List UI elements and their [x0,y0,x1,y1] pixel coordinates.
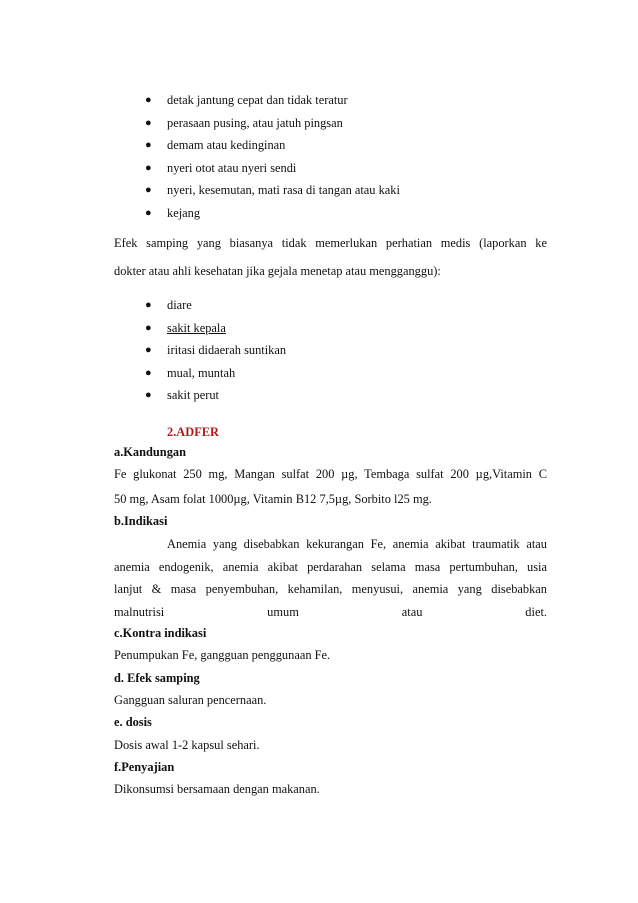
bullet-icon: ● [145,139,152,151]
list-item-text: nyeri, kesemutan, mati rasa di tangan atau kaki [167,183,400,197]
list-item-text: nyeri otot atau nyeri sendi [167,160,297,175]
dosis-heading: e. dosis [114,715,152,729]
list-item-text: perasaan pusing, atau jatuh pingsan [167,115,343,130]
indikasi-line-2: anemia endogenik, anemia akibat perdarahan selama masa pertumbuhan, usia [114,560,547,574]
bullet-icon: ● [145,206,152,219]
kandungan-heading: a.Kandungan [114,445,186,459]
kandungan-line-1: Fe glukonat 250 mg, Mangan sulfat 200 µg, Tembaga sulfat 200 µg,Vitamin C [114,467,547,481]
list-item-text: sakit perut [167,388,219,402]
list-item-text: kejang [167,205,201,220]
list-item-text: demam atau kedinginan [167,138,286,152]
indikasi-line-4: malnutrisi umum atau diet. [114,605,547,619]
bullet-icon: ● [145,344,152,356]
kandungan-line-2: 50 mg, Asam folat 1000µg, Vitamin B12 7,5µg, Sorbito l25 mg. [114,492,432,506]
bullet-icon: ● [145,389,152,401]
indikasi-line-1: Anemia yang disebabkan kekurangan Fe, anemia akibat traumatik atau [167,537,547,551]
list-item-text: iritasi didaerah suntikan [167,343,287,357]
bullet-icon: ● [145,321,152,334]
efek-samping-text: Gangguan saluran pencernaan. [114,693,267,707]
bullet-icon: ● [145,94,152,106]
kontra-text: Penumpukan Fe, gangguan penggunaan Fe. [114,648,331,662]
bullet-icon: ● [145,184,152,196]
efek-samping-heading: d. Efek samping [114,671,200,685]
bullet-icon: ● [145,116,152,129]
bullet-icon: ● [145,366,152,379]
efek-paragraph-line-1: Efek samping yang biasanya tidak memerlukan perhatian medis (laporkan ke [114,236,547,250]
indikasi-line-3: lanjut & masa penyembuhan, kehamilan, menyusui, anemia yang disebabkan [114,582,547,596]
bullet-icon: ● [145,299,152,311]
dosis-text: Dosis awal 1-2 kapsul sehari. [114,738,260,752]
list-item-text: mual, muntah [167,365,236,380]
indikasi-heading: b.Indikasi [114,514,168,528]
efek-paragraph-line-2: dokter atau ahli kesehatan jika gejala menetap atau mengganggu): [114,264,441,278]
bullet-icon: ● [145,161,152,174]
list-item-text: sakit kepala [167,320,226,335]
section-title: 2.ADFER [167,425,219,439]
penyajian-heading: f.Penyajian [114,760,175,774]
list-item-text: diare [167,298,192,312]
penyajian-text: Dikonsumsi bersamaan dengan makanan. [114,782,320,796]
kontra-heading: c.Kontra indikasi [114,626,207,640]
list-item-text: detak jantung cepat dan tidak teratur [167,93,348,107]
